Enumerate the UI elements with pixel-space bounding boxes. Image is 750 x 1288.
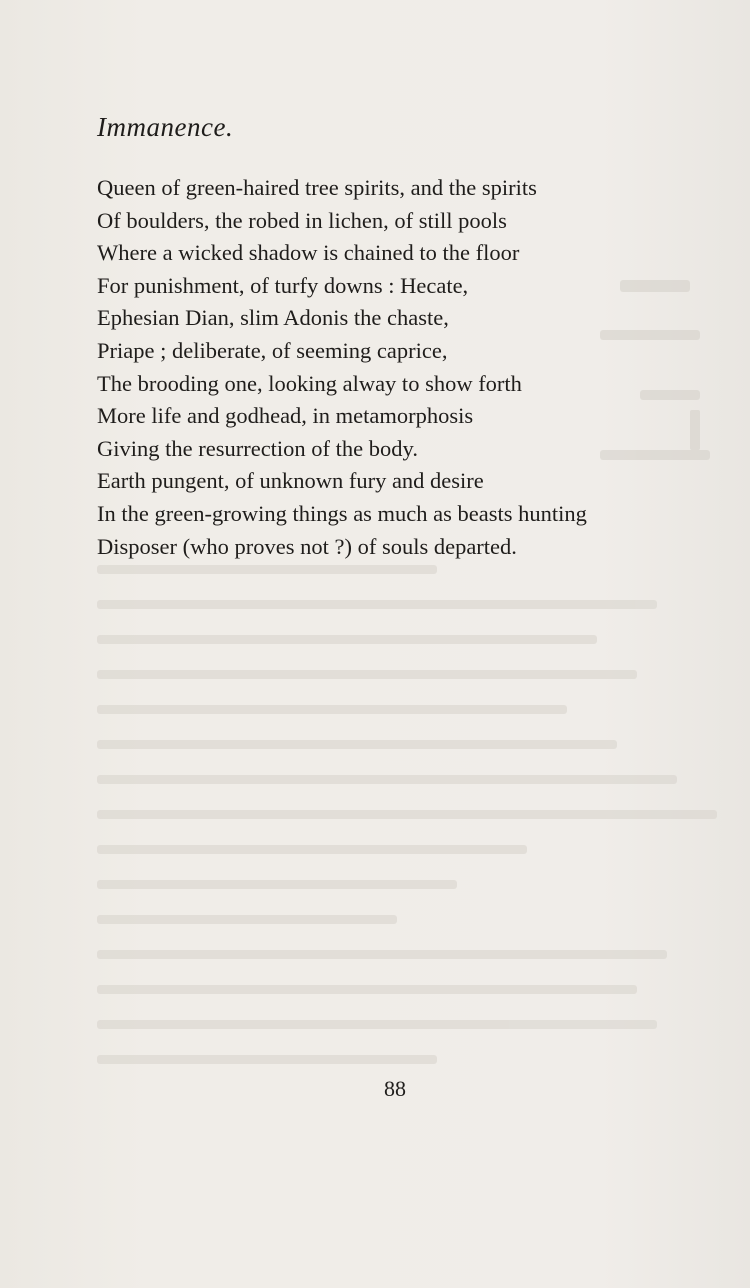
poem-title: Immanence. xyxy=(97,112,234,142)
poem-line: Where a wicked shadow is chained to the floor xyxy=(97,240,520,266)
poem-line: Earth pungent, of unknown fury and desire xyxy=(97,468,484,494)
page-number: 88 xyxy=(384,1076,406,1101)
poem-line: Giving the resurrection of the body. xyxy=(97,435,418,461)
poem-line: More life and godhead, in metamorphosis xyxy=(97,403,474,429)
poem-line: The brooding one, looking alway to show forth xyxy=(97,370,522,396)
poem-line: For punishment, of turfy downs : Hecate, xyxy=(97,272,469,298)
poem-body xyxy=(97,172,717,563)
poem-line: Priape ; deliberate, of seeming caprice, xyxy=(97,337,448,363)
poem-line: Disposer (who proves not ?) of souls departed. xyxy=(97,533,517,559)
poem-line: Of boulders, the robed in lichen, of still pools xyxy=(97,207,507,233)
poem-line: Queen of green-haired tree spirits, and the spirits xyxy=(97,175,537,200)
poem-line: In the green-growing things as much as beasts hunting xyxy=(97,500,587,526)
poem-line: Ephesian Dian, slim Adonis the chaste, xyxy=(97,305,449,331)
